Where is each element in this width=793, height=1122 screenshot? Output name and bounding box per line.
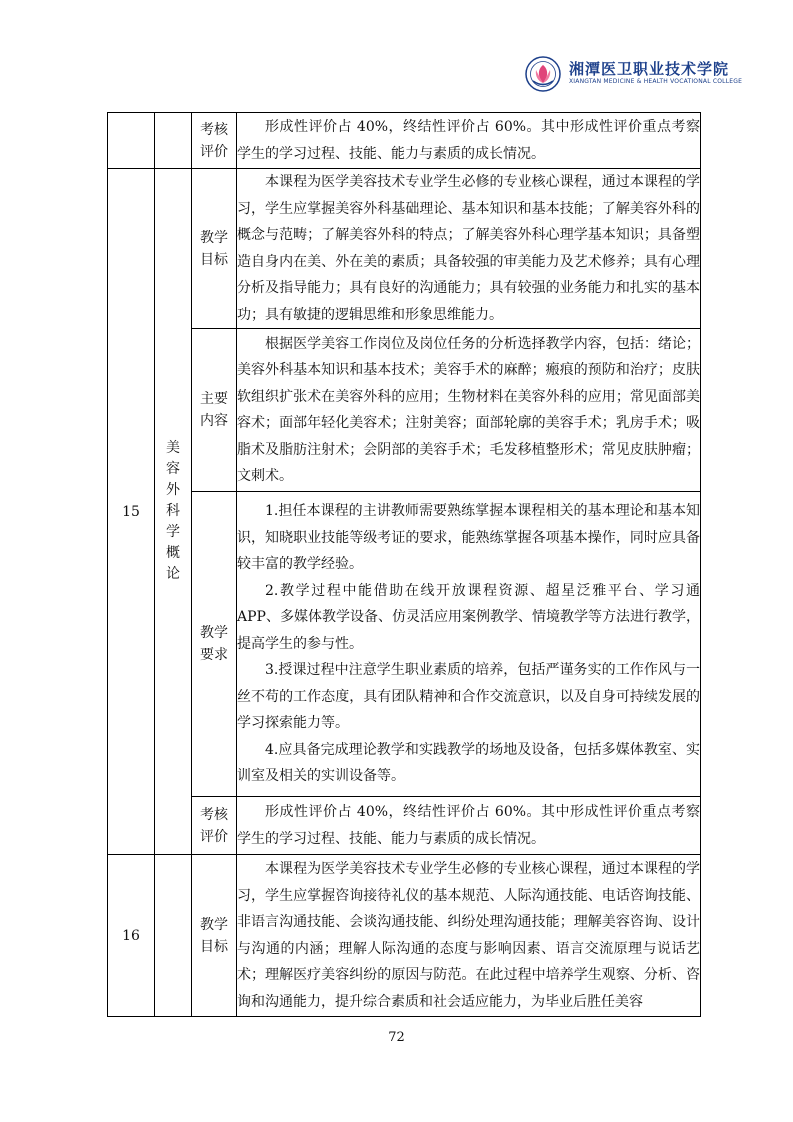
section-label: 教学目标	[192, 169, 237, 329]
table-row	[108, 113, 701, 169]
college-name-en: XIANGTAN MEDICINE & HEALTH VOCATIONAL COLLEGE	[569, 78, 743, 85]
section-label: 主要内容	[192, 329, 237, 492]
section-label: 教学要求	[192, 492, 237, 797]
course-number: 16	[108, 855, 155, 1017]
college-logo	[525, 56, 743, 92]
section-label: 考核评价	[192, 797, 237, 855]
section-label: 考核评价	[192, 113, 237, 169]
section-content: 1.担任本课程的主讲教师需要熟练掌握本课程相关的基本理论和基本知识，知晓职业技能等级考证的要求，能熟练掌握各项基本操作，同时应具备较丰富的教学经验。 2.教学过程中能借助在线开放课程资源、超星泛雅平台、学习通 APP、多媒体教学设备、仿灵活应用案例教学、情境教学等方法进行教学，提高学生的参与性。 3.授课过程中注意学生职业素质的培养，包括严谨务实的工作作风与一丝不苟的工作态度，具有团队精神和合作交流意识，以及自身可持续发展的学习探索能力等。 4.应具备完成理论教学和实践教学的场地及设备，包括多媒体教室、实训室及相关的实训设备等。	[237, 492, 701, 797]
section-content: 形成性评价占 40%，终结性评价占 60%。其中形成性评价重点考察学生的学习过程、技能、能力与素质的成长情况。	[237, 797, 701, 855]
course-name: 美容外科学概论	[155, 169, 192, 855]
table-row	[108, 329, 701, 492]
section-label: 教学目标	[192, 855, 237, 1017]
curriculum-table	[107, 112, 701, 1017]
table-row	[108, 855, 701, 1017]
college-emblem-icon	[525, 56, 561, 92]
course-number: 15	[108, 169, 155, 855]
table-row	[108, 169, 701, 329]
section-content: 形成性评价占 40%，终结性评价占 60%。其中形成性评价重点考察学生的学习过程、技能、能力与素质的成长情况。	[237, 113, 701, 169]
section-content: 根据医学美容工作岗位及岗位任务的分析选择教学内容，包括：绪论；美容外科基本知识和基本技术；美容手术的麻醉；瘢痕的预防和治疗；皮肤软组织扩张术在美容外科的应用；生物材料在美容外科的应用；常见面部美容术；面部年轻化美容术；注射美容；面部轮廓的美容手术；乳房手术；吸脂术及脂肪注射术；会阴部的美容手术；毛发移植整形术；常见皮肤肿瘤；文刺术。	[237, 329, 701, 492]
table-row	[108, 797, 701, 855]
page-number: 72	[388, 1030, 405, 1045]
table-row	[108, 492, 701, 797]
section-content: 本课程为医学美容技术专业学生必修的专业核心课程，通过本课程的学习，学生应掌握美容外科基础理论、基本知识和基本技能；了解美容外科的概念与范畴；了解美容外科的特点；了解美容外科心理学基本知识；具备塑造自身内在美、外在美的素质；具备较强的审美能力及艺术修养；具有心理分析及指导能力；具有良好的沟通能力；具有较强的业务能力和扎实的基本功；具有敏捷的逻辑思维和形象思维能力。	[237, 169, 701, 329]
college-name: 湘潭医卫职业技术学院	[569, 60, 730, 78]
section-content: 本课程为医学美容技术专业学生必修的专业核心课程，通过本课程的学习，学生应掌握咨询接待礼仪的基本规范、人际沟通技能、电话咨询技能、非语言沟通技能、会谈沟通技能、纠纷处理沟通技能；理解美容咨询、设计与沟通的内涵；理解人际沟通的态度与影响因素、语言交流原理与说话艺术；理解医疗美容纠纷的原因与防范。在此过程中培养学生观察、分析、咨询和沟通能力，提升综合素质和社会适应能力，为毕业后胜任美容	[237, 855, 701, 1017]
